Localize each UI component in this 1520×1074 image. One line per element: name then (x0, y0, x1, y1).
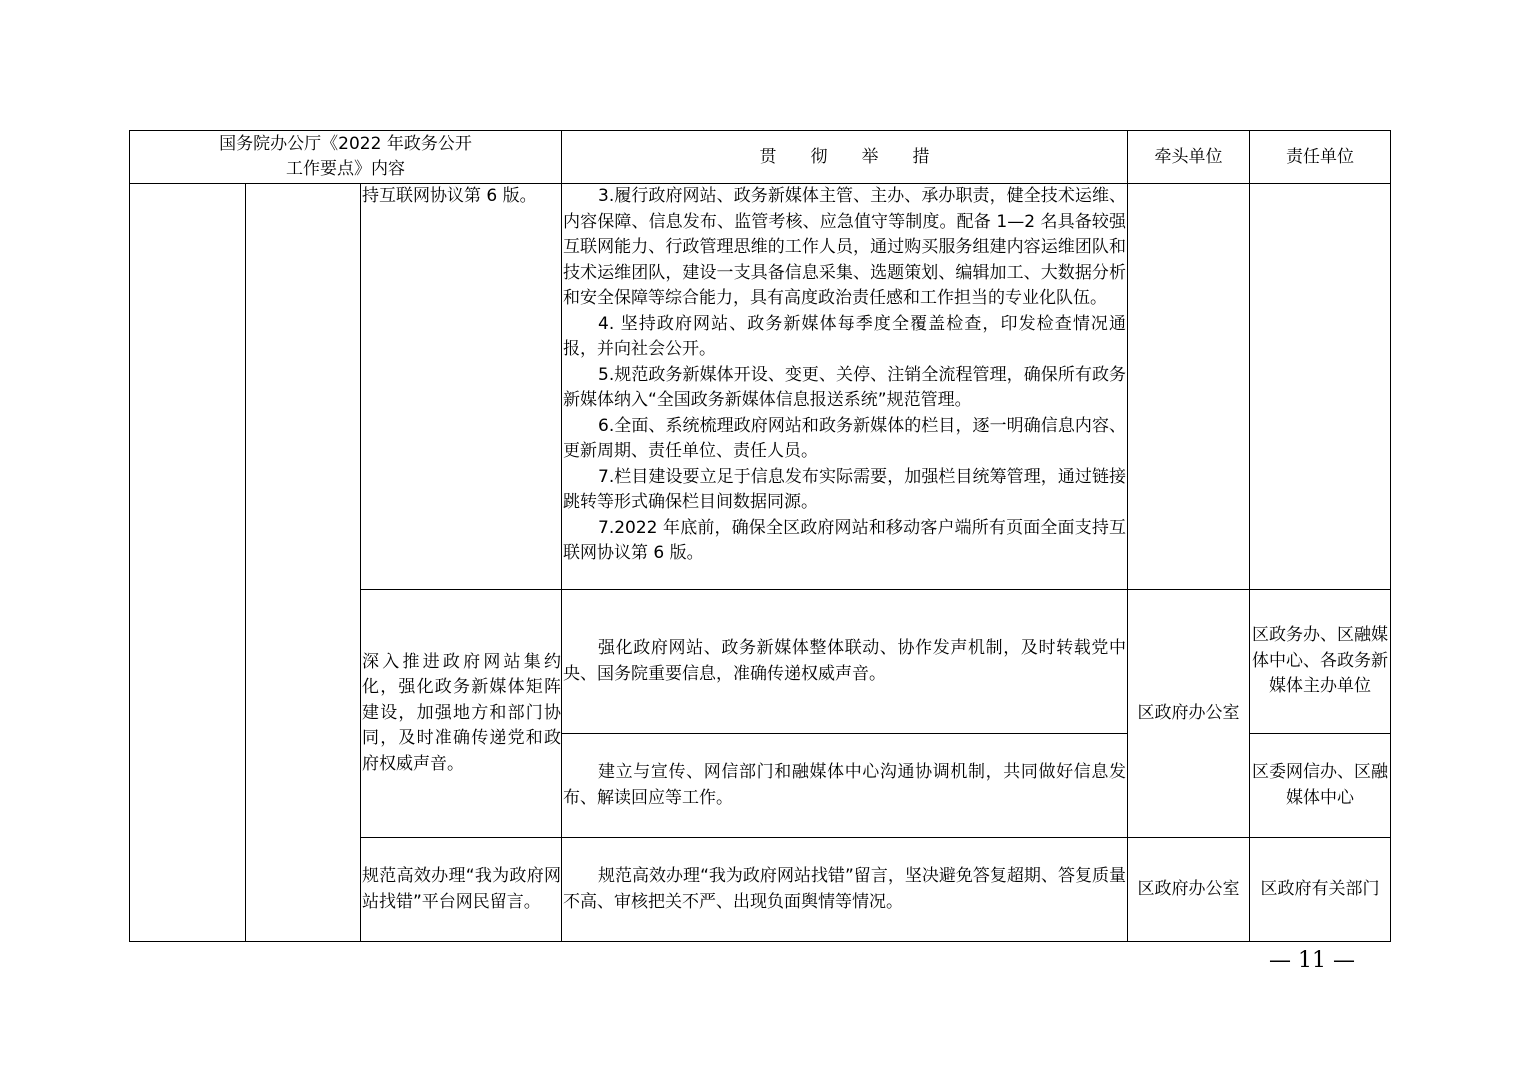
page-number: — 11 — (1269, 948, 1355, 973)
row2-sub2-measure-text: 建立与宣传、网信部门和融媒体中心沟通协调机制，共同做好信息发布、解读回应等工作。 (563, 762, 1126, 808)
header-resp-unit-col: 责任单位 (1286, 146, 1354, 167)
table-border-right (1390, 130, 1391, 942)
row2-lead-unit: 区政府办公室 (1137, 702, 1240, 723)
header-lead-unit-col: 牵头单位 (1154, 146, 1223, 167)
row2-sub1-measure (562, 590, 1127, 733)
row3-content (361, 838, 561, 941)
measure-item: 5.规范政务新媒体开设、变更、关停、注销全流程管理，确保所有政务新媒体纳入“全国政务新媒体信息报送系统”规范管理。 (563, 364, 1126, 410)
col-line-a (245, 183, 246, 942)
row2-sub1-resp-unit: 区政务办、区融媒体中心、各政务新媒体主办单位 (1252, 625, 1388, 697)
header-measures-col: 贯 彻 举 措 (759, 146, 930, 167)
row2-content-text: 深入推进政府网站集约化，强化政务新媒体矩阵建设，加强地方和部门协同，及时准确传递党和政府权威声音。 (362, 651, 561, 774)
row3-resp-unit: 区政府有关部门 (1260, 878, 1380, 899)
policy-table (129, 130, 1391, 942)
row1-measures (562, 184, 1127, 567)
row2-sub1-measure-text: 强化政府网站、政务新媒体整体联动、协作发声机制，及时转载党中央、国务院重要信息，准确传递权威声音。 (563, 638, 1126, 684)
header-content-col: 国务院办公厅《2022 年政务公开 工作要点》内容 (219, 134, 472, 179)
row3-measure (562, 838, 1127, 941)
row2-sub2-measure (562, 734, 1127, 837)
row3-measure-text: 规范高效办理“我为政府网站找错”留言，坚决避免答复超期、答复质量不高、审核把关不严、出现负面舆情等情况。 (563, 866, 1126, 912)
row2-sub2-resp-unit: 区委网信办、区融媒体中心 (1252, 762, 1388, 808)
table-border-bottom (129, 941, 1391, 942)
measure-item: 4. 坚持政府网站、政务新媒体每季度全覆盖检查，印发检查情况通报，并向社会公开。 (563, 313, 1126, 359)
row3-content-text: 规范高效办理“我为政府网站找错”平台网民留言。 (362, 866, 561, 912)
row2-content (361, 590, 561, 837)
measure-item: 6.全面、系统梳理政府网站和政务新媒体的栏目，逐一明确信息内容、更新周期、责任单位、责任人员。 (563, 415, 1126, 461)
row3-lead-unit: 区政府办公室 (1137, 878, 1240, 899)
row1-content: 持互联网协议第 6 版。 (362, 186, 537, 206)
table-border-left (129, 130, 130, 942)
measure-item: 7.栏目建设要立足于信息发布实际需要，加强栏目统筹管理，通过链接跳转等形式确保栏目间数据同源。 (563, 466, 1126, 512)
measure-item: 3.履行政府网站、政务新媒体主管、主办、承办职责，健全技术运维、内容保障、信息发布、监管考核、应急值守等制度。配备 1—2 名具备较强互联网能力、行政管理思维的工作人员，通过购买服务组建内容运维团队和技术运维团队，建设一支具备信息采集、选题策划、编辑加工、大数据分析和安全保障等综合能力，具有高度政治责任感和工作担当的专业化队伍。 (563, 186, 1126, 308)
measure-item: 7.2022 年底前，确保全区政府网站和移动客户端所有页面全面支持互联网协议第 6 版。 (563, 517, 1126, 563)
